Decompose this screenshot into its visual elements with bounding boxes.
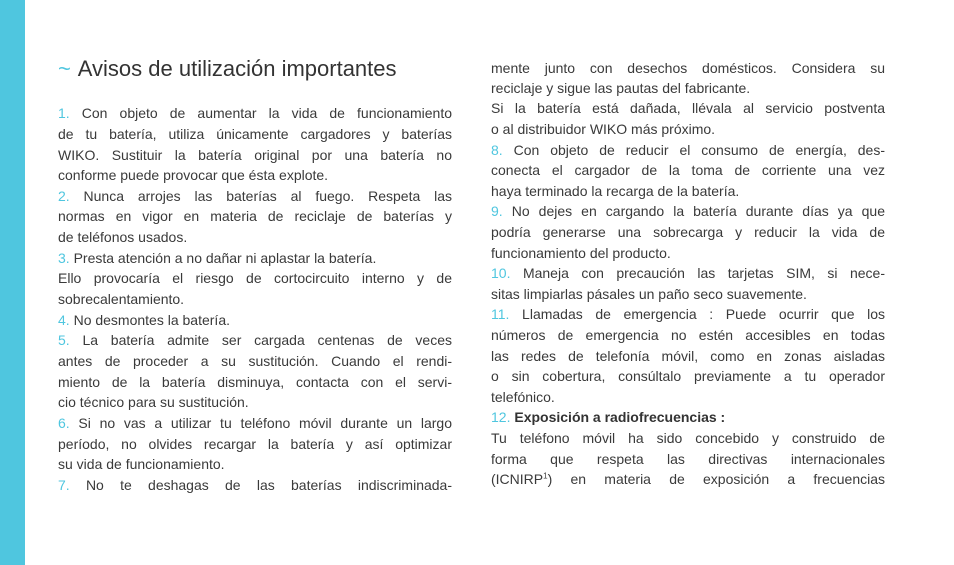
item-7-line: Si la batería está dañada, llévala al servicio postventa <box>491 100 885 116</box>
item-11-line: 11. Llamadas de emergencia : Puede ocurrir que los <box>491 306 885 322</box>
item-2-line: normas en vigor en materia de reciclaje de baterías y <box>58 208 452 224</box>
item-9-line: podría generarse una sobrecarga y reducir la vida de <box>491 224 885 240</box>
item-8-line: 8. Con objeto de reducir el consumo de energía, des- <box>491 142 885 158</box>
footnote-marker: 1 <box>543 471 548 481</box>
item-11-line: o sin cobertura, consúltalo previamente a tu operador <box>491 368 885 384</box>
item-9-number: 9. <box>491 203 503 219</box>
item-5-line: antes de proceder a su sustitución. Cuando el rendi- <box>58 353 452 369</box>
item-3-line: sobrecalentamiento. <box>58 291 185 307</box>
item-1-line: WIKO. Sustituir la batería original por una batería no <box>58 147 452 163</box>
item-12-heading: 12. Exposición a radiofrecuencias : <box>491 409 726 425</box>
item-2-number: 2. <box>58 188 70 204</box>
item-8-line: conecta el cargador de la toma de corriente una vez <box>491 162 885 178</box>
item-7-line: 7. No te deshagas de las baterías indiscriminada- <box>58 477 452 493</box>
item-6-line: su vida de funcionamiento. <box>58 456 225 472</box>
item-5-line: 5. La batería admite ser cargada centenas de veces <box>58 332 452 348</box>
item-1-line: conforme puede provocar que ésta explote. <box>58 167 329 183</box>
item-6-line: 6. Si no vas a utilizar tu teléfono móvil durante un largo <box>58 415 452 431</box>
item-10-number: 10. <box>491 265 511 281</box>
title-text: Avisos de utilización importantes <box>77 56 397 81</box>
item-6-line: período, no olvides recargar la batería y así optimizar <box>58 436 452 452</box>
item-12-line: Tu teléfono móvil ha sido concebido y construido de <box>491 430 885 446</box>
item-4-line: 4. No desmontes la batería. <box>58 312 230 328</box>
item-7-line: reciclaje y sigue las pautas del fabricante. <box>491 80 751 96</box>
item-9-line: funcionamiento del producto. <box>491 245 671 261</box>
item-3-line: Ello provocaría el riesgo de cortocircuito interno y de <box>58 270 452 286</box>
item-3-number: 3. <box>58 250 70 266</box>
item-11-line: las redes de telefonía móvil, como en zonas aisladas <box>491 348 885 364</box>
section-title <box>58 56 397 82</box>
item-1-number: 1. <box>58 105 70 121</box>
item-5-line: cio técnico para su sustitución. <box>58 394 249 410</box>
item-5-number: 5. <box>58 332 70 348</box>
item-10-line: sitas limpiarlas pásales un paño seco suavemente. <box>491 286 807 302</box>
item-11-number: 11. <box>491 306 510 322</box>
item-8-line: haya terminado la recarga de la batería. <box>491 183 740 199</box>
side-accent-bar <box>0 0 25 565</box>
item-10-line: 10. Maneja con precaución las tarjetas SIM, si nece- <box>491 265 885 281</box>
item-7-number: 7. <box>58 477 70 493</box>
item-4-number: 4. <box>58 312 70 328</box>
item-3-line: 3. Presta atención a no dañar ni aplastar la batería. <box>58 250 377 266</box>
item-1-line: 1. Con objeto de aumentar la vida de funcionamiento <box>58 105 452 121</box>
item-12-line: (ICNIRP$^1$) en materia de exposición a frecuencias <box>491 471 885 487</box>
item-6-number: 6. <box>58 415 70 431</box>
item-2-line: de teléfonos usados. <box>58 229 188 245</box>
item-9-line: 9. No dejes en cargando la batería durante días ya que <box>491 203 885 219</box>
item-5-line: miento de la batería disminuya, contacta con el servi- <box>58 374 452 390</box>
item-1-line: de tu batería, utiliza únicamente cargadores y baterías <box>58 126 452 142</box>
item-12-number: 12. <box>491 409 511 425</box>
title-tilde: ~ <box>58 56 71 81</box>
item-7-line: mente junto con desechos domésticos. Considera su <box>491 60 885 76</box>
item-11-line: números de emergencia no estén accesibles en todas <box>491 327 885 343</box>
item-2-line: 2. Nunca arrojes las baterías al fuego. Respeta las <box>58 188 452 204</box>
item-11-line: telefónico. <box>491 389 555 405</box>
item-8-number: 8. <box>491 142 503 158</box>
item-7-line: o al distribuidor WIKO más próximo. <box>491 121 716 137</box>
item-12-line: forma que respeta las directivas internacionales <box>491 451 885 467</box>
